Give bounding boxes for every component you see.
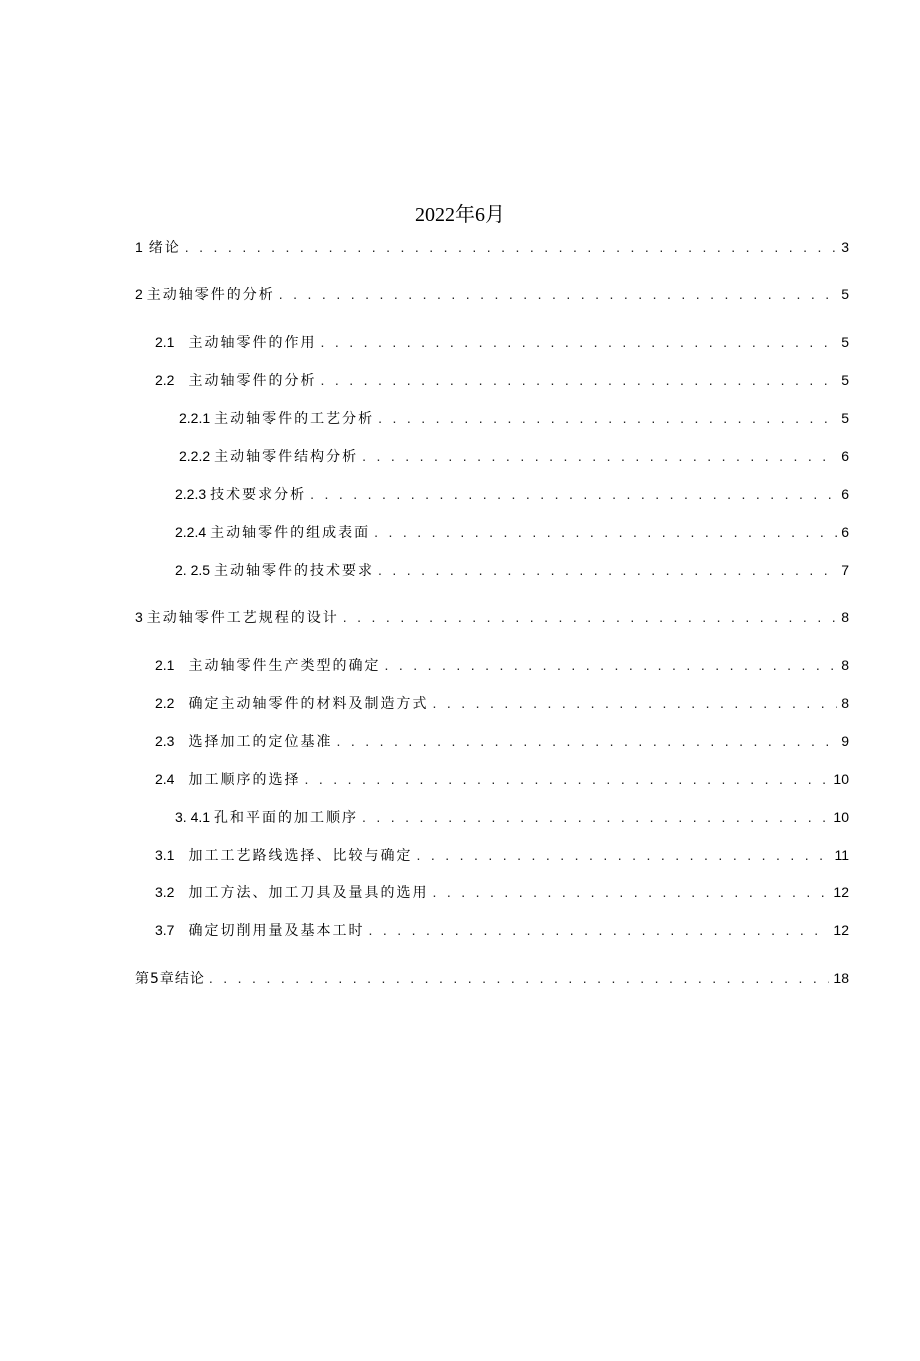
toc-entry-page: 9	[841, 733, 849, 749]
toc-entry-title: 主动轴零件的技术要求	[214, 563, 375, 579]
toc-entry-page: 6	[841, 448, 849, 464]
toc-entry-title: 技术要求分析	[210, 487, 307, 503]
toc-entry-title: 主动轴零件的分析	[188, 373, 317, 389]
toc-entry-number: 2.4	[155, 771, 175, 787]
toc-entry-page: 7	[841, 562, 849, 578]
toc-entry-page: 6	[841, 524, 849, 540]
toc-entry[interactable]	[179, 409, 849, 428]
toc-entry-number: 2. 2.5	[175, 562, 211, 578]
toc-entry-number: 2	[135, 286, 143, 302]
toc-entry-number: 2.1	[155, 334, 175, 350]
toc-leader-dots	[343, 608, 837, 626]
toc-entry-number: 2.2.4	[175, 524, 207, 540]
toc-leader-dots	[416, 846, 830, 864]
toc-entry[interactable]	[155, 770, 849, 789]
toc-entry[interactable]	[155, 846, 849, 865]
toc-entry-page: 8	[841, 657, 849, 673]
toc-leader-dots	[378, 561, 837, 579]
toc-entry-title: 确定切削用量及基本工时	[188, 923, 365, 939]
toc-entry[interactable]	[135, 969, 849, 988]
toc-entry[interactable]	[175, 808, 849, 827]
toc-leader-dots	[378, 409, 837, 427]
toc-entry[interactable]	[179, 447, 849, 466]
toc-entry-page: 8	[841, 695, 849, 711]
toc-entry-page: 12	[833, 884, 849, 900]
toc-entry-number: 3.2	[155, 884, 175, 900]
toc-entry-page: 11	[834, 847, 849, 863]
toc-entry-page: 5	[841, 286, 849, 302]
toc-leader-dots	[362, 447, 837, 465]
toc-leader-dots	[384, 656, 837, 674]
toc-entry-page: 5	[841, 410, 849, 426]
toc-entry-number: 2.2.2	[179, 448, 211, 464]
toc-entry[interactable]	[175, 523, 849, 542]
toc-entry-page: 10	[833, 809, 849, 825]
toc-entry[interactable]	[175, 561, 849, 580]
toc-entry-number: 3	[135, 609, 143, 625]
toc-entry-number: 2.2	[155, 372, 175, 388]
toc-entry-title: 主动轴零件工艺规程的设计	[146, 610, 339, 626]
toc-leader-dots	[432, 694, 837, 712]
toc-entry-number: 2.2.1	[179, 410, 211, 426]
toc-entry-title: 加工方法、加工刀具及量具的选用	[188, 885, 429, 901]
toc-entry[interactable]	[155, 371, 849, 390]
toc-entry-number: 3.1	[155, 847, 175, 863]
toc-entry-title: 确定主动轴零件的材料及制造方式	[188, 696, 429, 712]
toc-entry-title: 主动轴零件的分析	[146, 287, 275, 303]
toc-entry-page: 5	[841, 334, 849, 350]
toc-entry[interactable]	[155, 883, 849, 902]
toc-entry[interactable]	[155, 732, 849, 751]
toc-entry-page: 3	[841, 239, 849, 255]
toc-leader-dots	[185, 238, 837, 256]
toc-entry[interactable]	[155, 333, 849, 352]
toc-entry[interactable]	[135, 238, 849, 257]
toc-entry-page: 6	[841, 486, 849, 502]
toc-entry-title: 主动轴零件的工艺分析	[214, 411, 375, 427]
toc-entry-page: 8	[841, 609, 849, 625]
toc-entry-number: 2.3	[155, 733, 175, 749]
toc-entry-title: 主动轴零件结构分析	[214, 449, 359, 465]
toc-entry-number: 2.2.3	[175, 486, 207, 502]
toc-entry[interactable]	[155, 656, 849, 675]
toc-entry-number: 2.2	[155, 695, 175, 711]
toc-entry-title: 绪论	[148, 240, 181, 256]
toc-entry-title: 主动轴零件的作用	[188, 335, 317, 351]
toc-entry-title: 第5章结论	[135, 971, 205, 987]
toc-leader-dots	[362, 808, 829, 826]
document-date: 2022年6月	[415, 204, 505, 226]
toc-entry-page: 10	[833, 771, 849, 787]
toc-entry-title: 加工工艺路线选择、比较与确定	[188, 848, 413, 864]
toc-entry-title: 孔和平面的加工顺序	[214, 810, 359, 826]
toc-entry-number: 3. 4.1	[175, 809, 211, 825]
toc-entry-number: 3.7	[155, 922, 175, 938]
toc-entry-title: 主动轴零件的组成表面	[210, 525, 371, 541]
toc-leader-dots	[368, 921, 829, 939]
toc-leader-dots	[304, 770, 829, 788]
toc-leader-dots	[336, 732, 837, 750]
toc-entry-page: 12	[833, 922, 849, 938]
toc-entry-page: 18	[833, 970, 849, 986]
toc-leader-dots	[320, 371, 837, 389]
toc-entry-number: 2.1	[155, 657, 175, 673]
toc-leader-dots	[209, 969, 830, 987]
toc-entry-title: 加工顺序的选择	[188, 772, 301, 788]
toc-entry-title: 选择加工的定位基准	[188, 734, 333, 750]
toc-leader-dots	[279, 285, 837, 303]
toc-entry[interactable]	[135, 608, 849, 627]
toc-entry-title: 主动轴零件生产类型的确定	[188, 658, 381, 674]
toc-entry[interactable]	[175, 485, 849, 504]
toc-entry-page: 5	[841, 372, 849, 388]
toc-entry[interactable]	[135, 285, 849, 304]
toc-leader-dots	[320, 333, 837, 351]
toc-leader-dots	[432, 883, 829, 901]
toc-leader-dots	[310, 485, 837, 503]
toc-entry-number: 1	[135, 239, 143, 255]
toc-leader-dots	[374, 523, 837, 541]
toc-entry[interactable]	[155, 921, 849, 940]
toc-entry[interactable]	[155, 694, 849, 713]
